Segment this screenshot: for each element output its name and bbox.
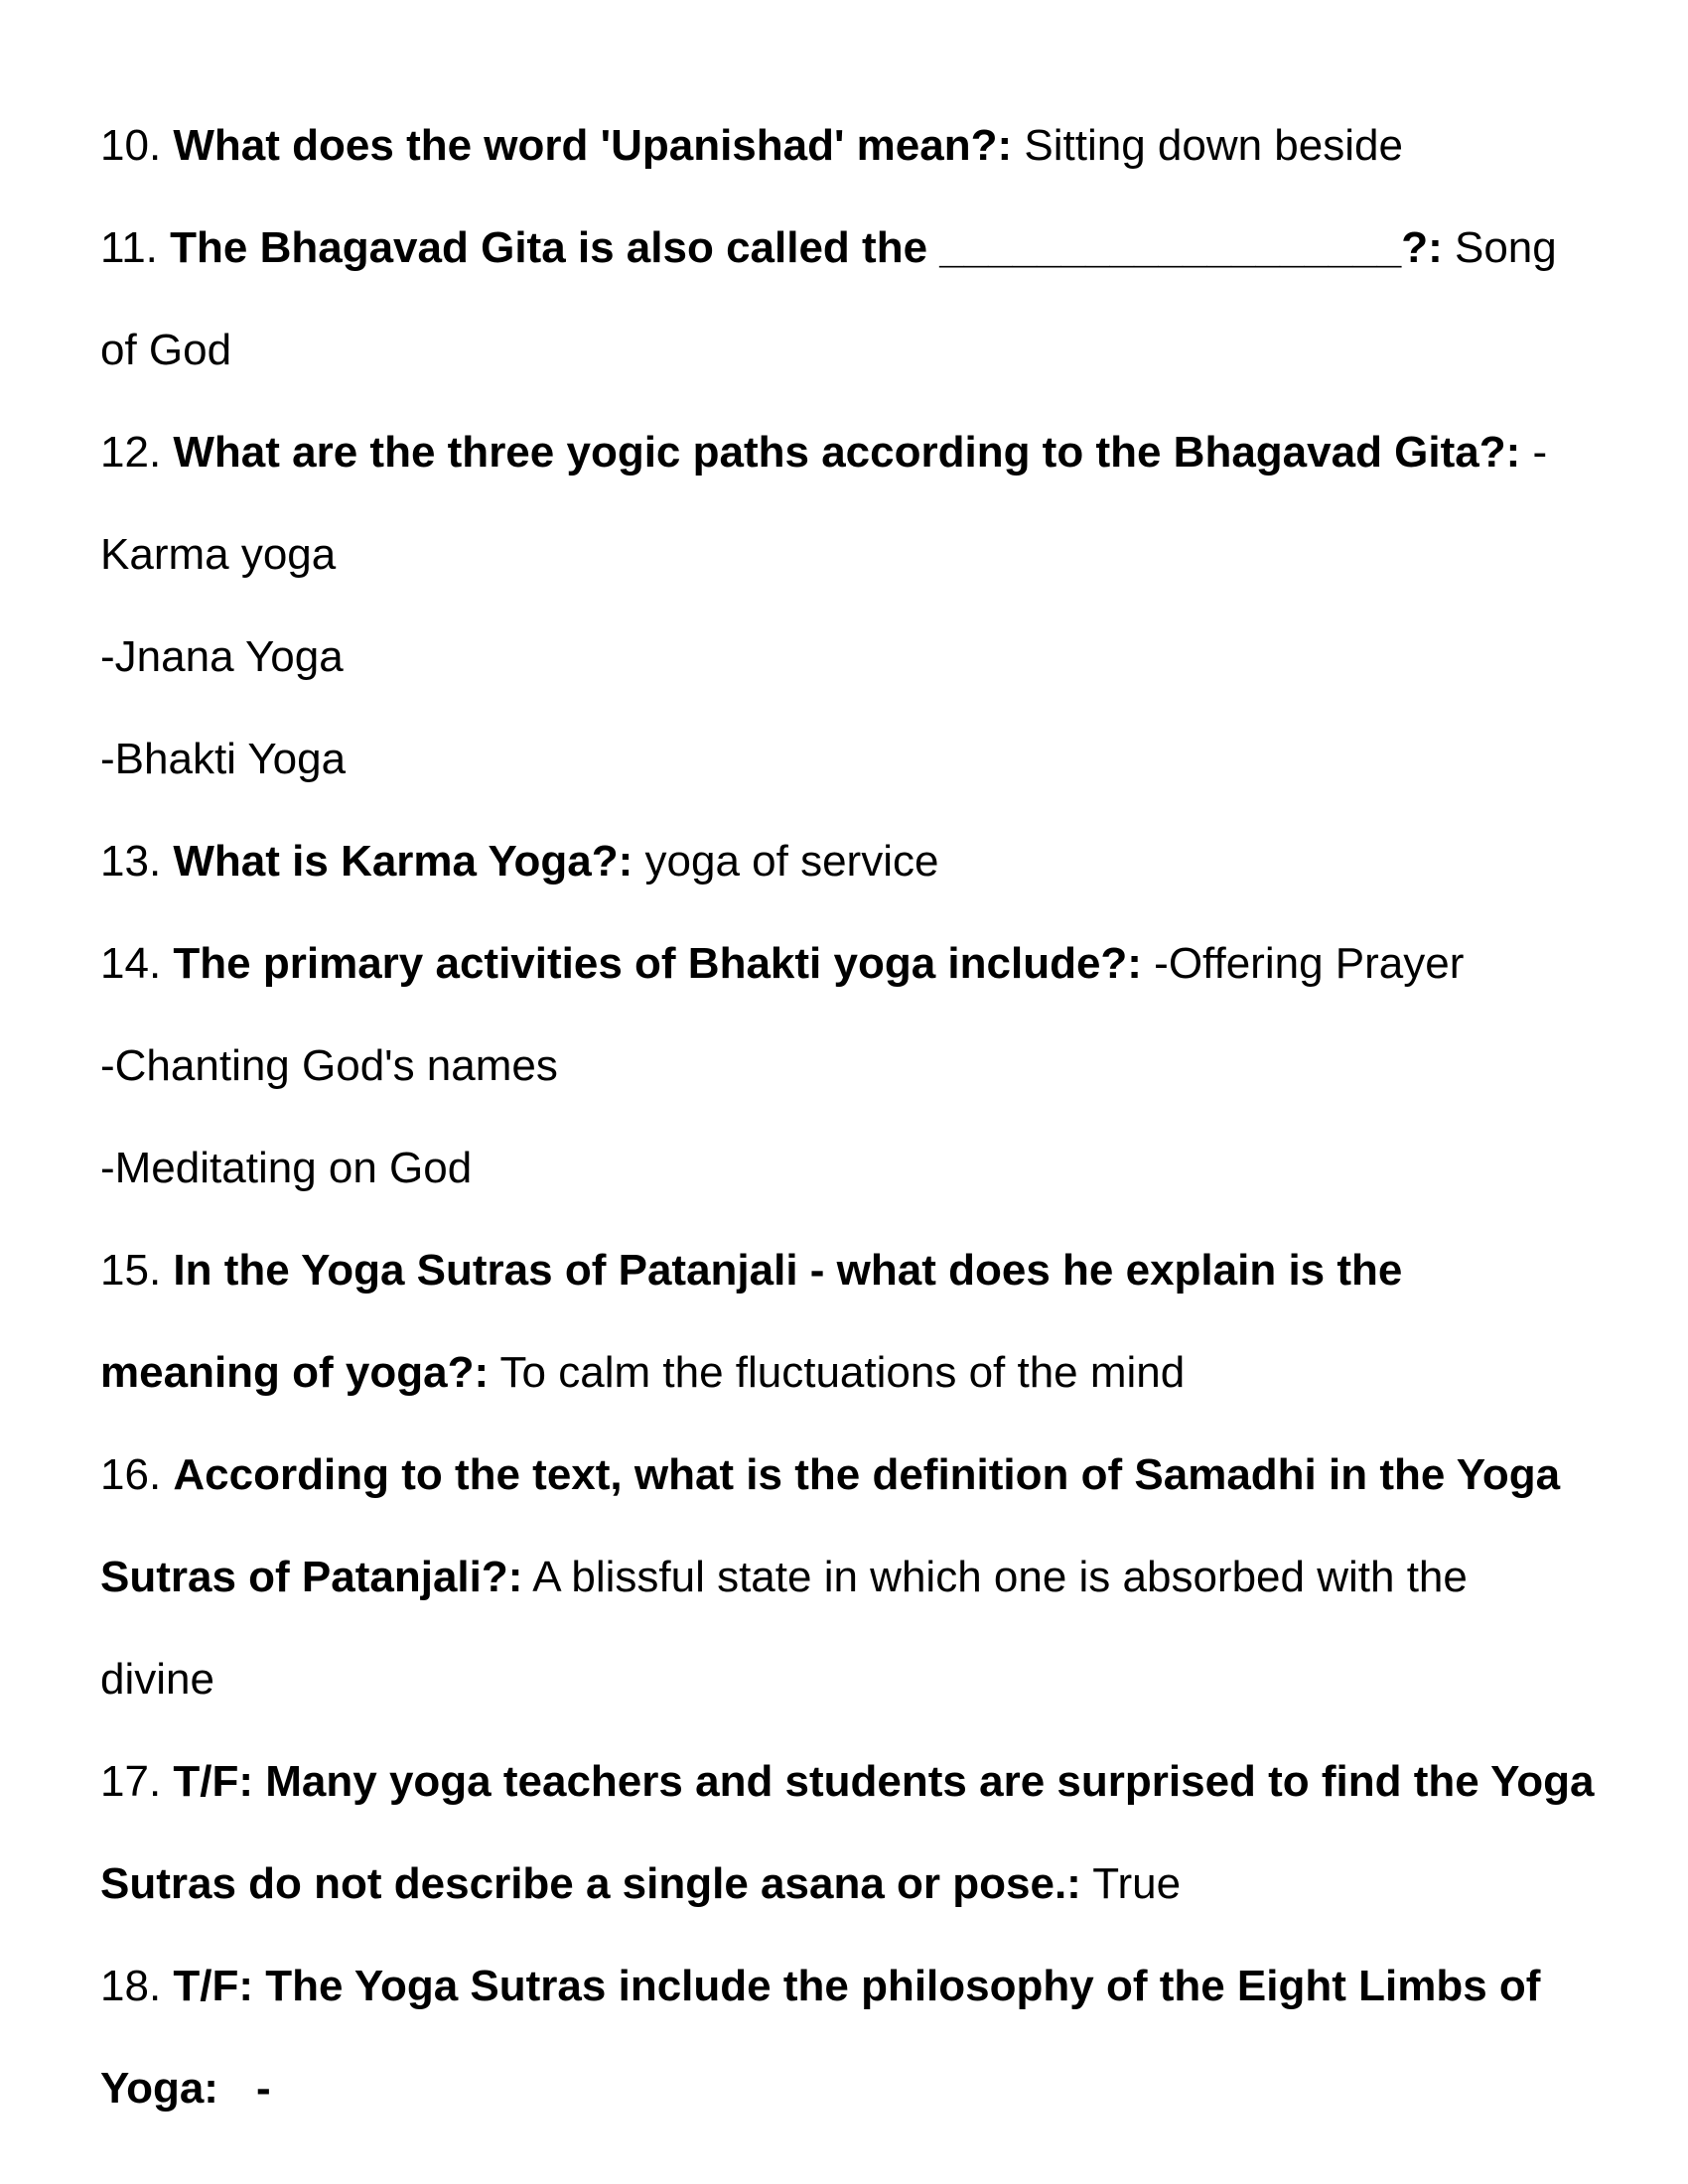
item-11 [100, 197, 1610, 299]
item-11-continued [100, 299, 1610, 401]
item-10 [100, 94, 1610, 197]
question-text: The primary activities of Bhakti yoga include?: [173, 939, 1142, 988]
item-number: 12. [100, 428, 174, 477]
item-14-answer-line [100, 1117, 1610, 1219]
item-number: 14. [100, 939, 174, 988]
item-number: 18. [100, 1962, 174, 2010]
question-text: Sutras do not describe a single asana or pose.: [100, 1859, 1081, 1908]
item-15 [100, 1219, 1610, 1321]
item-12-answer-line [100, 503, 1610, 606]
flashcard-page [100, 94, 1610, 2139]
question-text: T/F: Many yoga teachers and students are surprised to find the Yoga [173, 1757, 1595, 1806]
item-12 [100, 401, 1610, 503]
item-18-continued [100, 2037, 1610, 2139]
question-text: meaning of yoga?: [100, 1348, 490, 1397]
answer-text: To calm the fluctuations of the mind [489, 1348, 1186, 1397]
question-text: What does the word 'Upanishad' mean?: [173, 121, 1013, 170]
answer-text: Sitting down beside [1012, 121, 1403, 170]
item-12-answer-line [100, 708, 1610, 810]
item-number: 10. [100, 121, 174, 170]
item-number: 15. [100, 1246, 174, 1295]
answer-text: divine [100, 1655, 214, 1704]
answer-text: - [255, 2064, 271, 2113]
question-end: ?: [1401, 223, 1443, 272]
item-14 [100, 912, 1610, 1015]
question-text: What is Karma Yoga?: [173, 837, 633, 886]
item-16-answer-line [100, 1628, 1610, 1730]
item-number: 16. [100, 1450, 174, 1499]
answer-text: -Meditating on God [100, 1144, 473, 1192]
item-17 [100, 1730, 1610, 1833]
answer-text: yoga of service [633, 837, 939, 886]
item-16 [100, 1424, 1610, 1526]
item-number: 11. [100, 223, 171, 272]
item-16-continued [100, 1526, 1610, 1628]
question-text: According to the text, what is the definition of Samadhi in the Yoga [173, 1450, 1561, 1499]
answer-text: -Bhakti Yoga [100, 735, 347, 783]
question-text: Yoga: [100, 2064, 218, 2113]
answer-text: Karma yoga [100, 530, 337, 579]
answer-text: - [1520, 428, 1548, 477]
answer-text: Song [1442, 223, 1557, 272]
item-13 [100, 810, 1610, 912]
answer-text: -Offering Prayer [1141, 939, 1465, 988]
question-text: What are the three yogic paths according to the Bhagavad Gita?: [173, 428, 1521, 477]
item-17-continued [100, 1833, 1610, 1935]
answer-text: True [1080, 1859, 1182, 1908]
fill-in-blank: ___________________ [939, 223, 1402, 272]
item-number: 17. [100, 1757, 174, 1806]
question-text: T/F: The Yoga Sutras include the philosophy of the Eight Limbs of [173, 1962, 1541, 2010]
question-text: Sutras of Patanjali?: [100, 1553, 523, 1601]
answer-text: -Jnana Yoga [100, 632, 344, 681]
item-number: 13. [100, 837, 174, 886]
question-text: The Bhagavad Gita is also called the [170, 223, 940, 272]
item-12-answer-line [100, 606, 1610, 708]
item-15-continued [100, 1321, 1610, 1424]
question-text: In the Yoga Sutras of Patanjali - what does he explain is the [173, 1246, 1403, 1295]
item-18 [100, 1935, 1610, 2037]
answer-text: of God [100, 326, 232, 374]
answer-text: A blissful state in which one is absorbed with the [522, 1553, 1468, 1601]
answer-text: -Chanting God's names [100, 1041, 558, 1090]
item-14-answer-line [100, 1015, 1610, 1117]
